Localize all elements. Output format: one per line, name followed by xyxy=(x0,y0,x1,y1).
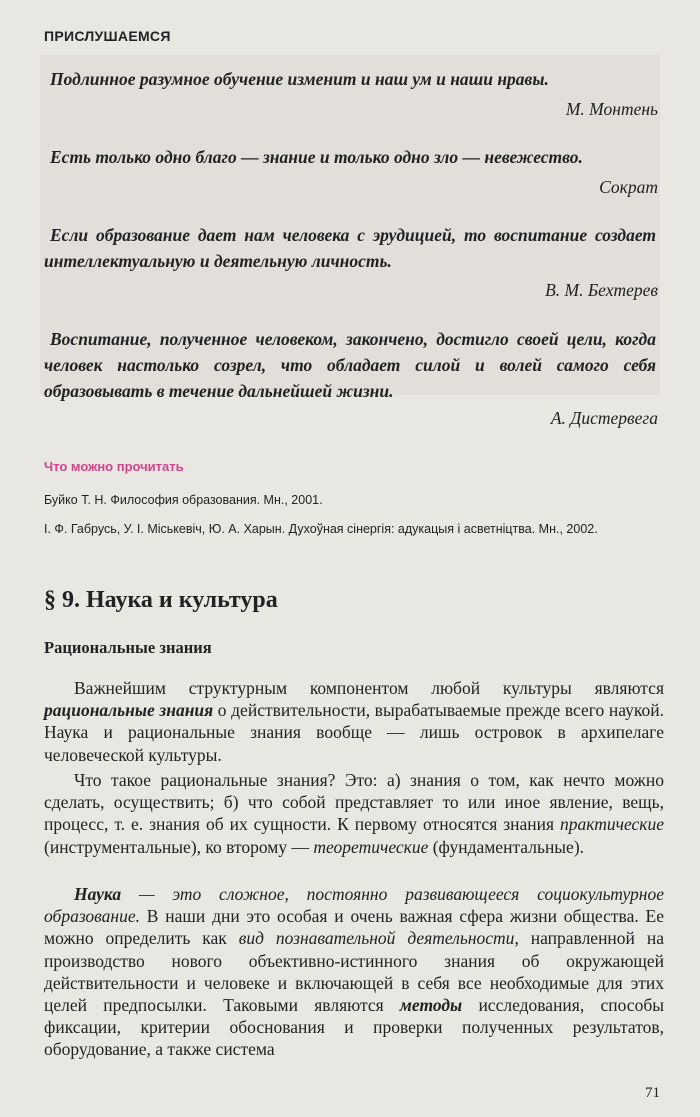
subsection-title: Рациональные знания xyxy=(44,638,212,657)
quote-author-2: Сократ xyxy=(599,177,658,197)
paragraph-2: Что такое рациональные знания? Это: а) знания о том, как нечто можно сделать, осуществить; б) что собой представляет то или иное явление, вещь, процесс, т. е. знания об их сущности. К первому относятся знания практические (инструментальные), ко второму — теоретические (фундаментальные). xyxy=(44,770,664,857)
quote-4: Воспитание, полученное человеком, закончено, достигло своей цели, когда человек настолько созрел, что обладает силой и волей самого себя образовывать в течение дальнейшей жизни. xyxy=(44,329,656,401)
term-theoretical: теоретические xyxy=(313,836,429,857)
quote-author-4: А. Дистервега xyxy=(550,408,658,428)
reading-list-title: Что можно прочитать xyxy=(44,459,184,474)
reading-item-2: І. Ф. Габрусь, У. І. Міськевіч, Ю. А. Харын. Духоўная сінергія: адукацыя і асветніцтва. Мн., 2002. xyxy=(44,522,598,536)
paragraph-1: Важнейшим структурным компонентом любой культуры являются рациональные знания о действительности, вырабатываемые прежде всего наукой. Наука и рациональные знания вообще — лишь островок в архипелаге человеческой культуры. xyxy=(44,678,665,765)
quote-3: Если образование дает нам человека с эрудицией, то воспитание создает интеллектуальную и деятельную личность. xyxy=(44,225,656,271)
section-header: ПРИСЛУШАЕМСЯ xyxy=(44,28,171,44)
quote-2: Есть только одно благо — знание и только одно зло — невежество. xyxy=(50,147,583,167)
quote-author-1: М. Монтень xyxy=(565,99,658,119)
term-activity: вид познавательной деятельности xyxy=(238,928,515,949)
term-practical: практические xyxy=(560,814,664,835)
page-number: 71 xyxy=(645,1085,660,1101)
quote-author-3: В. М. Бехтерев xyxy=(545,280,658,300)
quote-1: Подлинное разумное обучение изменит и наш ум и наши нравы. xyxy=(50,69,549,89)
term-methods: методы xyxy=(399,995,463,1016)
term-science: Наука xyxy=(74,884,122,904)
term-rational-knowledge: рациональные знания xyxy=(44,700,214,721)
paragraph-3: Наука — это сложное, постоянно развивающееся социокультурное образование. В наши дни это особая и очень важная сфера жизни общества. Ее можно определить как вид познавательной деятельности, направленной на производство нового объективно-истинного знания об окружающей действительности и человеке и включающей в себя все необходимые для этих целей предпосылки. Таковыми являются методы исследования, способы фиксации, критерии обоснования и проверки полученных результатов, оборудование, а также система xyxy=(44,884,664,1060)
section-title: § 9. Наука и культура xyxy=(44,587,278,613)
reading-item-1: Буйко Т. Н. Философия образования. Мн., 2001. xyxy=(44,493,323,507)
